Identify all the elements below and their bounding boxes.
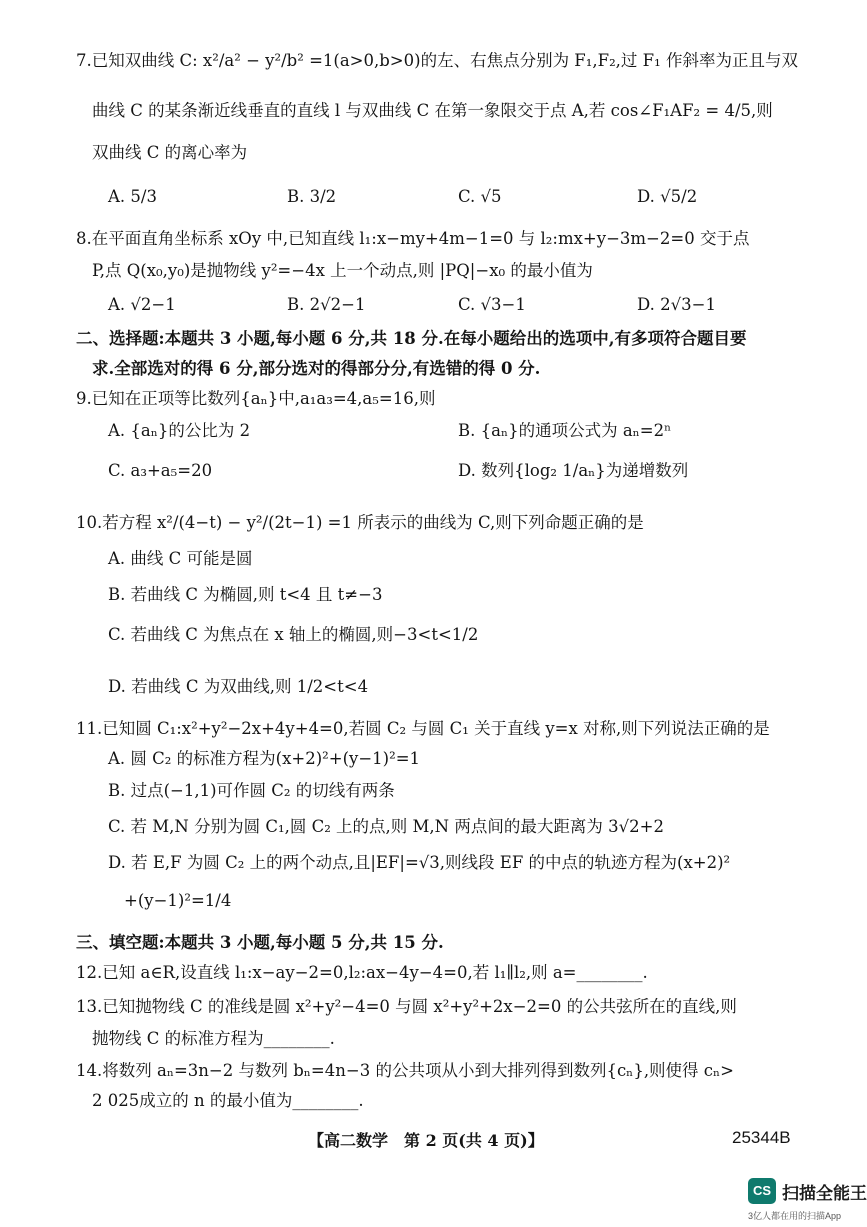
q11-option-b: B. 过点(−1,1)可作圆 C₂ 的切线有两条 [108,781,395,800]
q8-line2: P,点 Q(x₀,y₀)是抛物线 y²=−4x 上一个动点,则 |PQ|−x₀ 的最小值为 [92,261,593,280]
q14-line2: 2 025成立的 n 的最小值为________. [92,1091,364,1110]
q8-option-a: A. √2−1 [108,295,176,314]
q9-stem: 9.已知在正项等比数列{aₙ}中,a₁a₃=4,a₅=16,则 [76,389,436,408]
q11-option-a: A. 圆 C₂ 的标准方程为(x+2)²+(y−1)²=1 [108,749,421,768]
q9-option-d: D. 数列{log₂ 1/aₙ}为递增数列 [458,461,689,480]
page-footer: 【高二数学 第 2 页(共 4 页)】 [308,1131,544,1150]
q9-option-a: A. {aₙ}的公比为 2 [108,421,251,440]
q11-option-c: C. 若 M,N 分别为圆 C₁,圆 C₂ 上的点,则 M,N 两点间的最大距离为 3√2+2 [108,817,664,836]
section2-instructions: 求.全部选对的得 6 分,部分选对的得部分分,有选错的得 0 分. [92,359,541,378]
cs-logo-icon: CS [748,1178,776,1204]
q9-option-c: C. a₃+a₅=20 [108,461,213,480]
q11-stem: 11.已知圆 C₁:x²+y²−2x+4y+4=0,若圆 C₂ 与圆 C₁ 关于直线 y=x 对称,则下列说法正确的是 [76,719,770,738]
q8-line1: 8.在平面直角坐标系 xOy 中,已知直线 l₁:x−my+4m−1=0 与 l₂:mx+y−3m−2=0 交于点 [76,229,750,248]
q10-option-a: A. 曲线 C 可能是圆 [108,549,253,568]
q13-line2: 抛物线 C 的标准方程为________. [92,1029,335,1048]
scanner-watermark [748,1176,867,1222]
q13-line1: 13.已知抛物线 C 的准线是圆 x²+y²−4=0 与圆 x²+y²+2x−2=0 的公共弦所在的直线,则 [76,997,737,1016]
q7-option-c: C. √5 [458,187,502,206]
q9-option-b: B. {aₙ}的通项公式为 aₙ=2ⁿ [458,421,672,440]
q10-option-c: C. 若曲线 C 为焦点在 x 轴上的椭圆,则−3<t<1/2 [108,625,479,644]
q7-line2: 曲线 C 的某条渐近线垂直的直线 l 与双曲线 C 在第一象限交于点 A,若 cos∠F₁AF₂ = 4/5,则 [92,101,773,120]
q12: 12.已知 a∈R,设直线 l₁:x−ay−2=0,l₂:ax−4y−4=0,若 l₁∥l₂,则 a=________. [76,963,648,982]
exam-code: 25344B [732,1128,791,1147]
q7-line3: 双曲线 C 的离心率为 [92,143,248,162]
section2-heading: 二、选择题:本题共 3 小题,每小题 6 分,共 18 分.在每小题给出的选项中,有多项符合题目要 [76,329,747,348]
q14-line1: 14.将数列 aₙ=3n−2 与数列 bₙ=4n−3 的公共项从小到大排列得到数列{cₙ},则使得 cₙ> [76,1061,735,1080]
watermark-tagline: 3亿人都在用的扫描App [748,1211,842,1221]
section3-heading: 三、填空题:本题共 3 小题,每小题 5 分,共 15 分. [76,933,444,952]
watermark-app-name: 扫描全能王 [782,1184,867,1203]
q8-option-b: B. 2√2−1 [287,295,366,314]
q10-stem: 10.若方程 x²/(4−t) − y²/(2t−1) =1 所表示的曲线为 C,则下列命题正确的是 [76,513,644,532]
q7-option-b: B. 3/2 [287,187,337,206]
q10-option-d: D. 若曲线 C 为双曲线,则 1/2<t<4 [108,677,369,696]
q11-option-d-line1: D. 若 E,F 为圆 C₂ 上的两个动点,且|EF|=√3,则线段 EF 的中点的轨迹方程为(x+2)² [108,853,731,872]
q8-option-c: C. √3−1 [458,295,526,314]
q8-option-d: D. 2√3−1 [637,295,716,314]
q7-option-a: A. 5/3 [108,187,157,206]
q11-option-d-line2: +(y−1)²=1/4 [124,891,232,910]
q7-line1: 7.已知双曲线 C: x²/a² − y²/b² =1(a>0,b>0)的左、右焦点分别为 F₁,F₂,过 F₁ 作斜率为正且与双 [76,51,798,70]
q7-option-d: D. √5/2 [637,187,698,206]
q10-option-b: B. 若曲线 C 为椭圆,则 t<4 且 t≠−3 [108,585,383,604]
